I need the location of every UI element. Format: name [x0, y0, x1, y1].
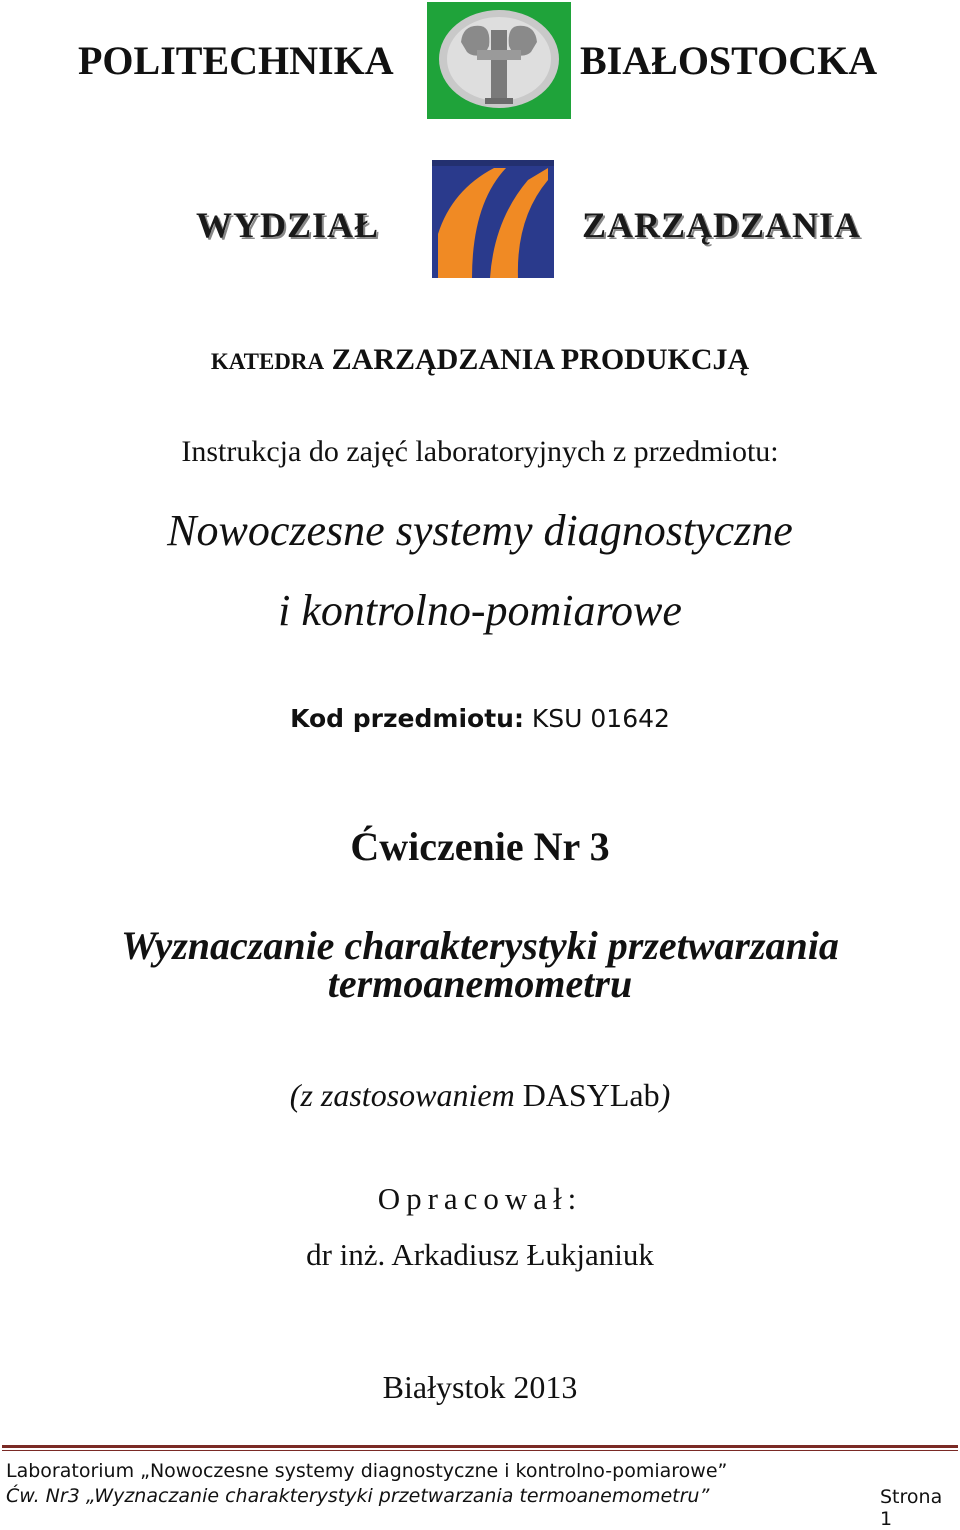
subject-title-line1: Nowoczesne systemy diagnostyczne	[167, 506, 793, 555]
course-code-value: KSU 01642	[523, 704, 670, 733]
software-name: DASYLab	[514, 1077, 660, 1113]
subject-title-line2: i kontrolno-pomiarowe	[278, 586, 682, 635]
university-name-left: POLITECHNIKA	[78, 38, 394, 83]
instruction-intro: Instrukcja do zajęć laboratoryjnych z przedmiotu:	[181, 435, 779, 468]
department-name	[0, 342, 960, 380]
exercise-title-line1: Wyznaczanie charakterystyki przetwarzania	[121, 923, 839, 968]
faculty-name-right: ZARZĄDZANIA	[582, 205, 862, 245]
footer-exercise-line: Ćw. Nr3 „Wyznaczanie charakterystyki przetwarzania termoanemometru”	[6, 1485, 710, 1507]
faculty-name-left: WYDZIAŁ	[196, 205, 380, 245]
footer-divider-thick	[2, 1445, 958, 1448]
exercise-title-line2: termoanemometru	[327, 961, 633, 1006]
place-and-year: Białystok 2013	[382, 1369, 578, 1405]
author-name: dr inż. Arkadiusz Łukjaniuk	[306, 1237, 654, 1272]
course-code	[0, 702, 960, 736]
footer-divider-thin	[2, 1450, 958, 1451]
prepared-by-label: Opracował:	[377, 1181, 583, 1216]
footer-page-number: Strona 1	[880, 1486, 943, 1530]
footer-course-line: Laboratorium „Nowoczesne systemy diagnostyczne i kontrolno-pomiarowe”	[6, 1460, 728, 1482]
exercise-number: Ćwiczenie Nr 3	[350, 824, 610, 869]
software-note-close: )	[659, 1077, 671, 1113]
department-prefix: KATEDRA	[210, 349, 325, 374]
software-note	[0, 1076, 960, 1114]
university-name-right: BIAŁOSTOCKA	[580, 38, 878, 83]
software-note-italic: z zastosowaniem	[300, 1077, 515, 1113]
faculty-emblem-icon	[432, 160, 554, 278]
department-rest: ZARZĄDZANIA PRODUKCJĄ	[324, 343, 750, 376]
course-code-label: Kod przedmiotu:	[290, 704, 524, 733]
software-note-open: (	[289, 1077, 301, 1113]
university-crest-icon	[427, 2, 571, 119]
